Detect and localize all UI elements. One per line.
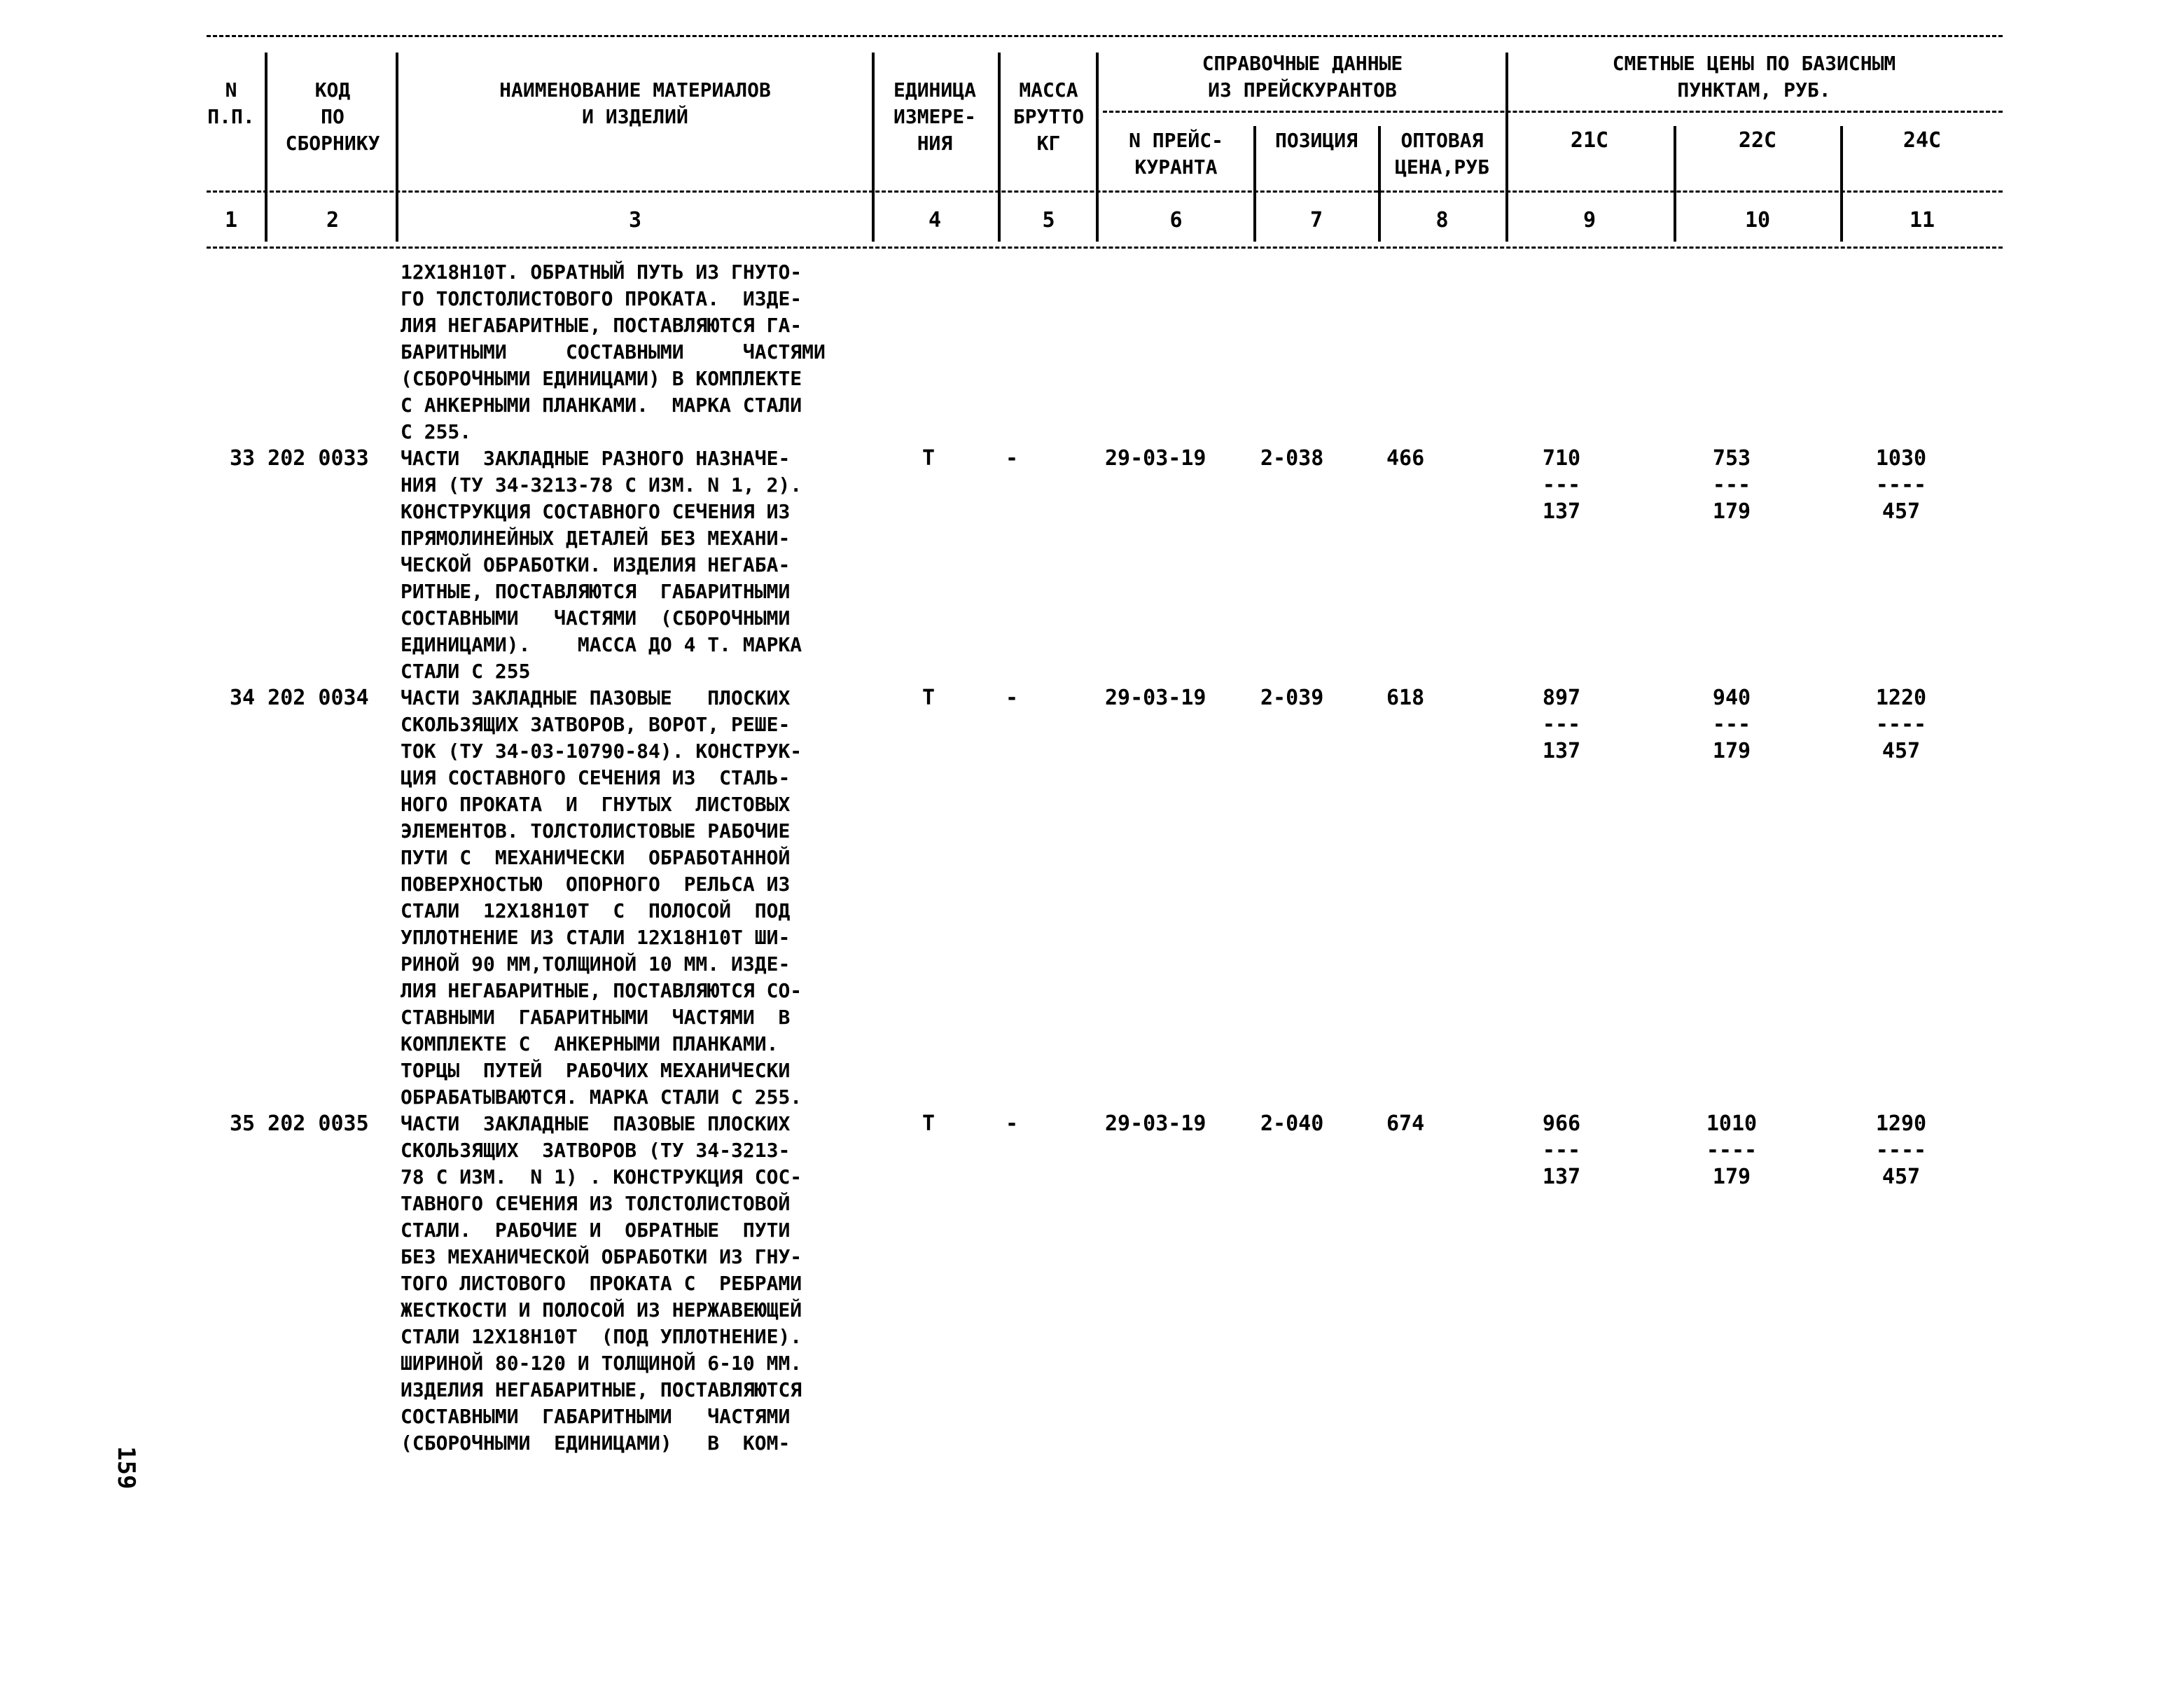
price-bar: ---- (1706, 1138, 1758, 1163)
colnum-10: 10 (1744, 208, 1771, 233)
desc-line: ТОРЦЫ ПУТЕЙ РАБОЧИХ МЕХАНИЧЕСКИ (401, 1059, 791, 1082)
price-21c (1509, 685, 1614, 765)
desc-line: ПУТИ С МЕХАНИЧЕСКИ ОБРАБОТАННОЙ (401, 846, 791, 869)
page-number: 159 (112, 1446, 140, 1490)
price-bar: --- (1542, 473, 1581, 497)
desc-line: ТАВНОГО СЕЧЕНИЯ ИЗ ТОЛСТОЛИСТОВОЙ (401, 1192, 791, 1215)
price-bottom: 137 (1542, 499, 1581, 524)
header-subgroup-rule (1103, 111, 2003, 113)
row-mass: - (1006, 1111, 1019, 1136)
price-bottom: 179 (1712, 1165, 1751, 1189)
desc-line: ТОГО ЛИСТОВОГО ПРОКАТА С РЕБРАМИ (401, 1272, 802, 1295)
price-22c (1679, 1111, 1784, 1191)
colnum-1: 1 (224, 208, 238, 233)
header-col-number: N П.П. (207, 78, 255, 128)
desc-line: ТОК (ТУ 34-03-10790-84). КОНСТРУК- (401, 740, 802, 763)
row-position: 2-039 (1260, 686, 1324, 710)
row-unit: Т (922, 1111, 935, 1136)
desc-line: ЭЛЕМЕНТОВ. ТОЛСТОЛИСТОВЫЕ РАБОЧИЕ (401, 819, 791, 842)
price-24c (1849, 1111, 1954, 1191)
desc-line: СТАВНЫМИ ГАБАРИТНЫМИ ЧАСТЯМИ В (401, 1006, 791, 1029)
price-top: 897 (1542, 686, 1581, 710)
desc-line: ГО ТОЛСТОЛИСТОВОГО ПРОКАТА. ИЗДЕ- (401, 287, 802, 310)
colnum-2: 2 (326, 208, 340, 233)
price-bottom: 457 (1882, 1165, 1921, 1189)
header-sep-5 (1096, 53, 1099, 242)
row-position: 2-040 (1260, 1111, 1324, 1136)
price-top: 1010 (1706, 1111, 1758, 1136)
colnum-6: 6 (1169, 208, 1183, 233)
desc-line: КОНСТРУКЦИЯ СОСТАВНОГО СЕЧЕНИЯ ИЗ (401, 500, 791, 523)
row-description (401, 685, 884, 1111)
desc-line: ИЗДЕЛИЯ НЕГАБАРИТНЫЕ, ПОСТАВЛЯЮТСЯ (401, 1378, 802, 1401)
header-sep-6 (1253, 126, 1256, 242)
price-bottom: 457 (1882, 739, 1921, 763)
desc-line: ЧАСТИ ЗАКЛАДНЫЕ РАЗНОГО НАЗНАЧЕ- (401, 447, 791, 470)
price-top: 1220 (1875, 686, 1927, 710)
colnum-9: 9 (1583, 208, 1597, 233)
colnum-4: 4 (928, 208, 942, 233)
price-22c (1679, 685, 1784, 765)
price-bar: ---- (1875, 473, 1927, 497)
header-col-code: КОД ПО СБОРНИКУ (285, 78, 380, 155)
price-bottom: 457 (1882, 499, 1921, 524)
desc-line: (СБОРОЧНЫМИ ЕДИНИЦАМИ) В КОМ- (401, 1431, 791, 1455)
header-col-21c: 21С (1570, 128, 1609, 153)
desc-line: НОГО ПРОКАТА И ГНУТЫХ ЛИСТОВЫХ (401, 793, 791, 816)
header-sep-8 (1505, 53, 1508, 242)
desc-line: СТАЛИ 12Х18Н10Т С ПОЛОСОЙ ПОД (401, 899, 791, 922)
desc-line: ШИРИНОЙ 80-120 И ТОЛЩИНОЙ 6-10 ММ. (401, 1352, 802, 1375)
desc-line: С 255. (401, 420, 472, 443)
desc-line: С АНКЕРНЫМИ ПЛАНКАМИ. МАРКА СТАЛИ (401, 394, 802, 417)
price-bar: --- (1712, 473, 1751, 497)
price-bottom: 137 (1542, 739, 1581, 763)
header-col-mass: МАССА БРУТТО КГ (1013, 78, 1085, 155)
desc-line: СОСТАВНЫМИ ГАБАРИТНЫМИ ЧАСТЯМИ (401, 1405, 791, 1428)
header-sep-3 (872, 53, 875, 242)
desc-line: ПОВЕРХНОСТЬЮ ОПОРНОГО РЕЛЬСА ИЗ (401, 873, 791, 896)
desc-line: ЖЕСТКОСТИ И ПОЛОСОЙ ИЗ НЕРЖАВЕЮЩЕЙ (401, 1298, 802, 1322)
desc-line: РИНОЙ 90 ММ,ТОЛЩИНОЙ 10 ММ. ИЗДЕ- (401, 952, 791, 976)
desc-line: КОМПЛЕКТЕ С АНКЕРНЫМИ ПЛАНКАМИ. (401, 1032, 779, 1055)
price-top: 710 (1542, 446, 1581, 471)
desc-line: СКОЛЬЗЯЩИХ ЗАТВОРОВ, ВОРОТ, РЕШЕ- (401, 713, 791, 736)
desc-line: 78 С ИЗМ. N 1) . КОНСТРУКЦИЯ СОС- (401, 1165, 802, 1188)
desc-line: СТАЛИ 12Х18Н10Т (ПОД УПЛОТНЕНИЕ). (401, 1325, 802, 1348)
row-code: 35 202 0035 (230, 1111, 369, 1136)
price-24c (1849, 685, 1954, 765)
header-sep-1 (265, 53, 267, 242)
header-sep-10 (1840, 126, 1843, 242)
row-wholesale: 674 (1386, 1111, 1425, 1136)
desc-line: ЛИЯ НЕГАБАРИТНЫЕ, ПОСТАВЛЯЮТСЯ ГА- (401, 314, 802, 337)
row-description (401, 445, 884, 685)
desc-line: 12Х18Н10Т. ОБРАТНЫЙ ПУТЬ ИЗ ГНУТО- (401, 261, 802, 284)
header-col-22c: 22С (1738, 128, 1777, 153)
header-sep-4 (998, 53, 1001, 242)
desc-line: УПЛОТНЕНИЕ ИЗ СТАЛИ 12Х18Н10Т ШИ- (401, 926, 791, 949)
row-mass: - (1006, 446, 1019, 471)
header-col-24c: 24С (1903, 128, 1942, 153)
desc-line: ЧАСТИ ЗАКЛАДНЫЕ ПАЗОВЫЕ ПЛОСКИХ (401, 686, 791, 709)
header-col-pricelist: N ПРЕЙС- КУРАНТА (1129, 129, 1223, 179)
price-22c (1679, 445, 1784, 525)
row-wholesale: 466 (1386, 446, 1425, 471)
header-group-prices: СМЕТНЫЕ ЦЕНЫ ПО БАЗИСНЫМ ПУНКТАМ, РУБ. (1612, 52, 1896, 102)
price-bar: --- (1542, 1138, 1581, 1163)
row-pricelist: 29-03-19 (1105, 446, 1206, 471)
row-wholesale: 618 (1386, 686, 1425, 710)
row-unit: Т (922, 446, 935, 471)
price-bottom: 179 (1712, 499, 1751, 524)
price-21c (1509, 1111, 1614, 1191)
row-pricelist: 29-03-19 (1105, 1111, 1206, 1136)
price-bar: --- (1542, 712, 1581, 737)
header-bottom-rule (207, 190, 2003, 193)
colnum-5: 5 (1042, 208, 1055, 233)
row-pricelist: 29-03-19 (1105, 686, 1206, 710)
desc-line: РИТНЫЕ, ПОСТАВЛЯЮТСЯ ГАБАРИТНЫМИ (401, 580, 791, 603)
price-top: 1030 (1875, 446, 1927, 471)
continuation-text (401, 259, 884, 445)
colnum-bottom-rule (207, 247, 2003, 249)
colnum-3: 3 (628, 208, 642, 233)
desc-line: НИЯ (ТУ 34-3213-78 С ИЗМ. N 1, 2). (401, 473, 802, 497)
price-bar: --- (1712, 712, 1751, 737)
desc-line: ОБРАБАТЫВАЮТСЯ. МАРКА СТАЛИ С 255. (401, 1086, 802, 1109)
colnum-8: 8 (1435, 208, 1449, 233)
colnum-11: 11 (1909, 208, 1935, 233)
header-group-reference: СПРАВОЧНЫЕ ДАННЫЕ ИЗ ПРЕЙСКУРАНТОВ (1202, 52, 1403, 102)
price-bar: ---- (1875, 1138, 1927, 1163)
desc-line: ЦИЯ СОСТАВНОГО СЕЧЕНИЯ ИЗ СТАЛЬ- (401, 766, 791, 789)
desc-line: ЧЕСКОЙ ОБРАБОТКИ. ИЗДЕЛИЯ НЕГАБА- (401, 553, 791, 576)
header-sep-9 (1674, 126, 1676, 242)
desc-line: СТАЛИ С 255 (401, 660, 531, 683)
price-bottom: 179 (1712, 739, 1751, 763)
row-code: 33 202 0033 (230, 446, 369, 471)
row-mass: - (1006, 686, 1019, 710)
price-24c (1849, 445, 1954, 525)
desc-line: ЛИЯ НЕГАБАРИТНЫЕ, ПОСТАВЛЯЮТСЯ СО- (401, 979, 802, 1002)
desc-line: (СБОРОЧНЫМИ ЕДИНИЦАМИ) В КОМПЛЕКТЕ (401, 367, 802, 390)
price-top: 1290 (1875, 1111, 1927, 1136)
price-21c (1509, 445, 1614, 525)
header-col-wholesale: ОПТОВАЯ ЦЕНА,РУБ (1395, 129, 1489, 179)
price-bottom: 137 (1542, 1165, 1581, 1189)
row-code: 34 202 0034 (230, 686, 369, 710)
desc-line: БЕЗ МЕХАНИЧЕСКОЙ ОБРАБОТКИ ИЗ ГНУ- (401, 1245, 802, 1268)
desc-line: ЧАСТИ ЗАКЛАДНЫЕ ПАЗОВЫЕ ПЛОСКИХ (401, 1112, 791, 1135)
desc-line: СОСТАВНЫМИ ЧАСТЯМИ (СБОРОЧНЫМИ (401, 606, 791, 630)
row-unit: Т (922, 686, 935, 710)
price-top: 940 (1712, 686, 1751, 710)
header-col-name: НАИМЕНОВАНИЕ МАТЕРИАЛОВ И ИЗДЕЛИЙ (499, 78, 771, 128)
price-top: 966 (1542, 1111, 1581, 1136)
desc-line: БАРИТНЫМИ СОСТАВНЫМИ ЧАСТЯМИ (401, 340, 826, 363)
desc-line: ЕДИНИЦАМИ). МАССА ДО 4 Т. МАРКА (401, 633, 802, 656)
price-bar: ---- (1875, 712, 1927, 737)
colnum-7: 7 (1309, 208, 1323, 233)
header-sep-2 (396, 53, 398, 242)
header-col-unit: ЕДИНИЦА ИЗМЕРЕ- НИЯ (893, 78, 976, 155)
header-top-rule (207, 35, 2003, 37)
desc-line: СТАЛИ. РАБОЧИЕ И ОБРАТНЫЕ ПУТИ (401, 1219, 791, 1242)
row-description (401, 1111, 884, 1457)
header-col-position: ПОЗИЦИЯ (1274, 129, 1358, 152)
row-position: 2-038 (1260, 446, 1324, 471)
desc-line: ПРЯМОЛИНЕЙНЫХ ДЕТАЛЕЙ БЕЗ МЕХАНИ- (401, 527, 791, 550)
desc-line: СКОЛЬЗЯЩИХ ЗАТВОРОВ (ТУ 34-3213- (401, 1139, 791, 1162)
price-top: 753 (1712, 446, 1751, 471)
